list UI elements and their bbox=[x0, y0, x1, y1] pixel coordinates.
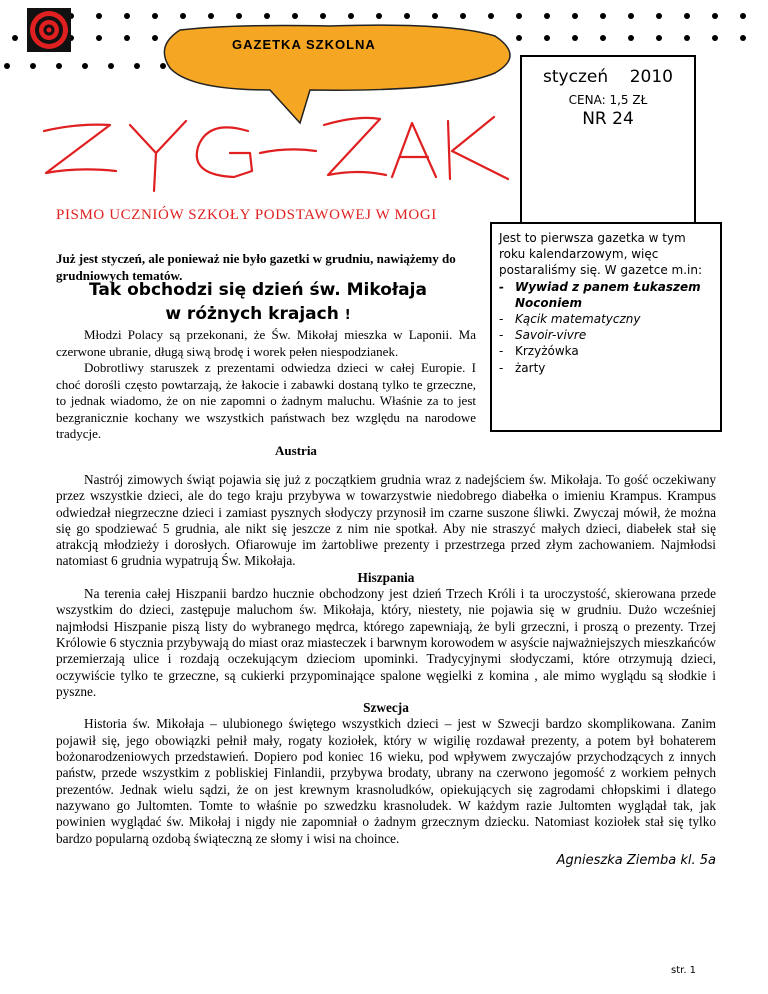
title-line-2: w różnych krajach bbox=[165, 304, 339, 324]
contents-list bbox=[499, 279, 714, 376]
border-dot bbox=[740, 35, 746, 41]
article-body bbox=[56, 472, 716, 869]
contents-item: - Wywiad z panem Łukaszem Noconiem bbox=[499, 279, 714, 311]
border-dot bbox=[124, 13, 130, 19]
issue-date: styczeń 2010 bbox=[543, 67, 673, 87]
paragraph: Nastrój zimowych świąt pojawia się już z początkiem grudnia wraz z nadejściem św. Mikołaja. To gość oczekiwany przez wszystkie dzieci, ale do tego kraju przybywa w towarzystwie niedobrego diabełka o imieniu Krampus. Krampus odwiedzał niegrzeczne dzieci i zamiast pysznych słodyczy przynosił im czarne suszone śliwki. Zwyczaj mówił, że można się go spodziewać 5 grudnia, ale nikt się jeszcze z nim nie spotkał. Aby nie straszyć małych dzieci, diabełek stał się atrakcją młodzieży i dorosłych. Ofiarowuje im żartobliwe prezenty i przestrzega przed złym zachowaniem. Najmłodsi natomiast 6 grudnia wypatrują Św. Mikołaja. bbox=[56, 472, 716, 569]
border-dot bbox=[30, 63, 36, 69]
border-dot bbox=[628, 35, 634, 41]
border-dot bbox=[600, 13, 606, 19]
border-dot bbox=[96, 13, 102, 19]
border-dot bbox=[656, 35, 662, 41]
issue-price: CENA: 1,5 ZŁ bbox=[568, 93, 648, 107]
border-dot bbox=[108, 63, 114, 69]
author-signature: Agnieszka Ziemba kl. 5a bbox=[556, 852, 716, 868]
section-heading-hiszpania: Hiszpania bbox=[357, 569, 415, 585]
border-dot bbox=[544, 13, 550, 19]
paragraph: Na terenia całej Hiszpanii bardzo hucznie obchodzony jest dzień Trzech Króli i ta uroczystość, skierowana przede wszystkim do dzieci, zastępuje maluchom św. Mikołaja, który, niestety, nie pojawia się w grudniu. Dużo wcześniej najmłodsi Hiszpanie piszą listy do wybranego mędrca, którego zapewniają, że byli grzeczni, i proszą o prezenty. Trzej Królowie 6 stycznia przybywają do miast oraz miasteczek i barwnym korowodem w asyście najważniejszych mieszkańców przemierzają ulice i rozdają oczekującym dzieciom upominki. Tradycyjnymi słodyczami, które otrzymują dzieci, oczywiście tylko te grzeczne, są cukierki przypominające spalone węgielki z komina , ale mimo wyglądu są słodkie i pyszne. bbox=[56, 586, 716, 699]
title-line-1: Tak obchodzi się dzień św. Mikołaja bbox=[89, 280, 427, 300]
border-dot bbox=[572, 35, 578, 41]
subtitle: PISMO UCZNIÓW SZKOŁY PODSTAWOWEJ W MOGI bbox=[56, 207, 437, 223]
contents-item: - Savoir-vivre bbox=[499, 327, 714, 343]
border-dot bbox=[544, 35, 550, 41]
paragraph: Historia św. Mikołaja – ulubionego świętego wszystkich dzieci – jest w Szwecji bardzo skomplikowana. Zanim pojawił się, jego obowiązki pełnił mały, rogaty koziołek, który w wigilię rozdawał prezenty, a potem był bohaterem bożonarodzeniowych przedstawień. Dopiero pod koniec 16 wieku, pod wpływem zwyczajów przychodzących z innych państw, przede wszystkim z pobliskiej Finlandii, przybywa brodaty, ubrany na czerwono jegomość z workiem pełnych prezentów. Jednak wielu sądzi, że on jest krewnym krasnoludków, opiekujących się zagrodami chłopskimi i dlatego nazywano go Jultomten. Tomte to właśnie po szwedzku krasnoludek. W każdym razie Jultomten wyglądał tak, jak powinien wyglądać św. Mikołaj i nigdy nie zapomniał o żadnym grzecznym dziecku. Natomiast koziołek stał się tylko bardzo popularną ozdobą świąteczną ze słomy i wisi na choince. bbox=[56, 716, 716, 846]
contents-item: - Krzyżówka bbox=[499, 343, 714, 359]
section-heading-szwecja: Szwecja bbox=[363, 700, 409, 716]
contents-item: - żarty bbox=[499, 360, 714, 376]
zyg-zak-logo bbox=[38, 95, 518, 195]
border-dot bbox=[600, 35, 606, 41]
border-dot bbox=[740, 13, 746, 19]
section-heading-austria: Austria bbox=[275, 442, 317, 458]
target-icon bbox=[25, 6, 73, 54]
border-dot bbox=[712, 35, 718, 41]
border-dot bbox=[684, 35, 690, 41]
border-dot bbox=[12, 35, 18, 41]
border-dot bbox=[628, 13, 634, 19]
border-dot bbox=[4, 63, 10, 69]
contents-intro: Jest to pierwsza gazetka w tym roku kalendarzowym, więc postaraliśmy się. W gazetce m.in: bbox=[499, 231, 702, 278]
issue-number: NR 24 bbox=[582, 109, 634, 129]
border-dot bbox=[96, 35, 102, 41]
border-dot bbox=[712, 13, 718, 19]
article-intro-column bbox=[56, 327, 476, 459]
border-dot bbox=[134, 63, 140, 69]
border-dot bbox=[82, 63, 88, 69]
border-dot bbox=[56, 63, 62, 69]
paragraph: Dobrotliwy staruszek z prezentami odwiedza dzieci w całej Europie. I choć dorośli często powtarzają, że łakocie i zabawki dostaną tylko te grzeczne, to jednak wiadomo, że on nie zapomni o żadnym maluchu. Właśnie za to jest bezgranicznie kochany we wszystkich państwach bez względu na narodowe tradycje. bbox=[56, 360, 476, 441]
border-dot bbox=[684, 13, 690, 19]
page-number: str. 1 bbox=[671, 965, 697, 976]
intro-text: Już jest styczeń, ale ponieważ nie było gazetki w grudniu, nawiążemy do grudniowych tematów. bbox=[56, 251, 456, 283]
border-dot bbox=[656, 13, 662, 19]
title-exclamation: ! bbox=[344, 308, 351, 323]
issue-info-box bbox=[520, 55, 696, 224]
paragraph: Młodzi Polacy są przekonani, że Św. Mikołaj mieszka w Laponii. Ma czerwone ubranie, długą siwą brodę i worek pełen niespodzianek. bbox=[56, 327, 476, 359]
article-title bbox=[88, 278, 428, 328]
border-dot bbox=[124, 35, 130, 41]
bubble-label: GAZETKA SZKOLNA bbox=[232, 37, 376, 52]
border-dot bbox=[572, 13, 578, 19]
contents-box bbox=[490, 222, 722, 432]
contents-item: - Kącik matematyczny bbox=[499, 311, 714, 327]
